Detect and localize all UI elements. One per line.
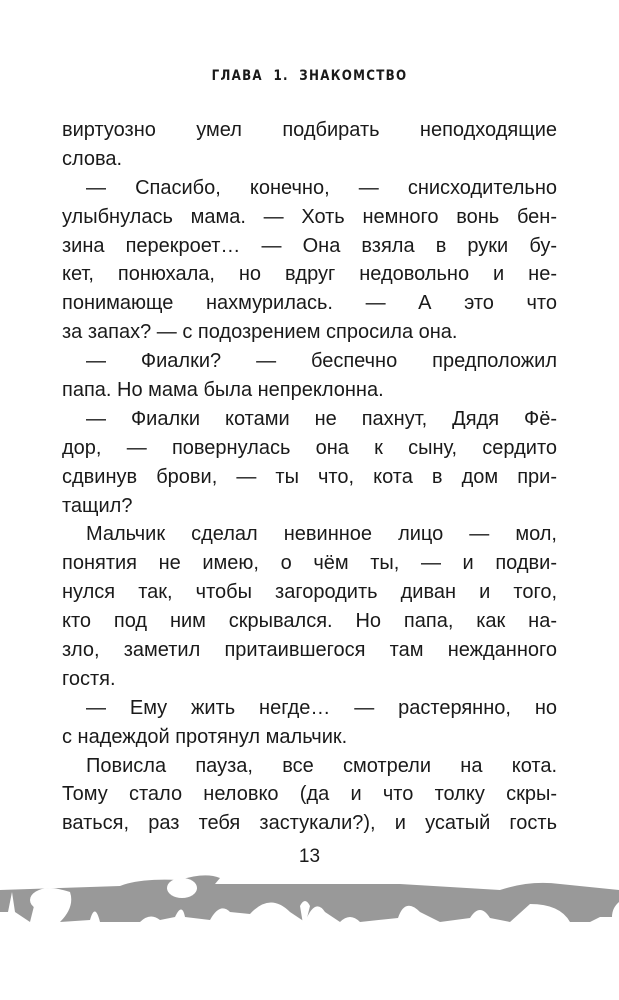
text-line: с надеждой протянул мальчик. xyxy=(62,725,348,748)
text-line: Тому стало неловко (да и что толку скры- xyxy=(62,783,557,806)
text-line: Повисла пауза, все смотрели на кота. xyxy=(86,754,557,777)
text-line: сдвинув брови, — ты что, кота в дом при- xyxy=(62,465,557,488)
text-line: понимающе нахмурилась. — А это что xyxy=(62,292,557,315)
text-line: гостя. xyxy=(62,667,116,690)
text-line: — Фиалки котами не пахнут, Дядя Фё- xyxy=(86,407,557,430)
body-text xyxy=(62,116,557,838)
text-line: слова. xyxy=(62,147,123,170)
text-line: нулся так, чтобы загородить диван и того, xyxy=(62,581,557,604)
footer-landscape-illustration xyxy=(0,872,619,932)
text-line: — Фиалки? — беспечно предположил xyxy=(86,350,557,373)
page-number: 13 xyxy=(298,846,321,867)
text-line: Мальчик сделал невинное лицо — мол, xyxy=(86,523,557,546)
text-line: ваться, раз тебя застукали?), и усатый гость xyxy=(62,812,557,835)
text-line: за запах? — с подозрением спросила она. xyxy=(62,321,458,344)
text-line: кто под ним скрывался. Но папа, как на- xyxy=(62,610,557,633)
text-line: — Спасибо, конечно, — снисходительно xyxy=(86,176,557,199)
text-line: зина перекроет… — Она взяла в руки бу- xyxy=(62,234,557,257)
text-line: папа. Но мама была непреклонна. xyxy=(62,379,384,402)
text-line: понятия не имею, о чём ты, — и подви- xyxy=(62,552,557,575)
text-line: — Ему жить негде… — растерянно, но xyxy=(86,696,557,719)
text-line: тащил? xyxy=(62,494,133,517)
text-line: виртуозно умел подбирать неподходящие xyxy=(62,119,557,141)
text-line: кет, понюхала, но вдруг недовольно и не- xyxy=(62,263,557,286)
running-header: ГЛАВА 1. ЗНАКОМСТВО xyxy=(211,68,408,84)
text-line: дор, — повернулась она к сыну, сердито xyxy=(62,436,557,459)
text-line: улыбнулась мама. — Хоть немного вонь бен- xyxy=(62,205,557,228)
text-line: зло, заметил притаившегося там нежданного xyxy=(62,639,557,662)
